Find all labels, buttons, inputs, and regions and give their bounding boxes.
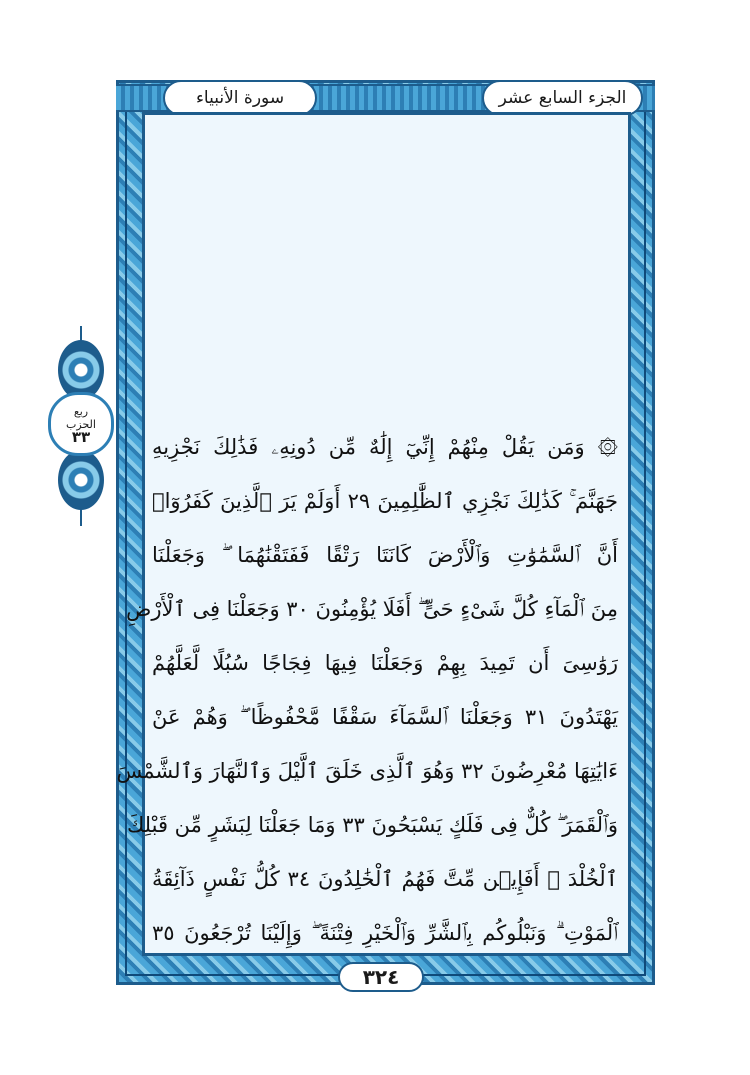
text-line-content: ۞ وَمَن يَقُلْ مِنْهُمْ إِنِّيٓ إِلَٰهٌ مِّن دُونِهِۦ فَذَٰلِكَ نَجْزِيهِ [152,434,618,459]
text-line [152,906,618,960]
page-number [338,962,424,992]
hizb-marker-quarter: ربع [73,404,89,418]
juz-name-cartouche [482,80,643,116]
text-line [152,690,618,744]
text-line [116,744,618,798]
page-number-text: ٣٢٤ [362,965,400,989]
hizb-marker-number: ٣٣ [71,427,91,446]
hizb-ornament-top-icon [58,340,104,400]
juz-name: الجزء السابع عشر [498,88,627,108]
text-line [152,852,618,906]
text-line-content: وَٱلْقَمَرَ ۖ كُلٌّ فِى فَلَكٍ يَسْبَحُونَ ٣٣ وَمَا جَعَلْنَا لِبَشَرٍ مِّن قَبْلِكَ [126,812,618,837]
text-line-content: يَهْتَدُونَ ٣١ وَجَعَلْنَا ٱلسَّمَآءَ سَقْفًا مَّحْفُوظًا ۖ وَهُمْ عَنْ [152,704,618,729]
text-line [152,528,618,582]
text-line-content: ٱلْخُلْدَ ۖ أَفَإِي۟ن مِّتَّ فَهُمُ ٱلْخَٰلِدُونَ ٣٤ كُلُّ نَفْسٍ ذَآئِقَةُ [152,867,618,891]
text-line [125,582,618,636]
text-line-content: ٱلْمَوْتِ ۗ وَنَبْلُوكُم بِٱلشَّرِّ وَٱلْخَيْرِ فِتْنَةً ۖ وَإِلَيْنَا تُرْجَعُونَ ٣٥ [152,920,618,945]
surah-name-cartouche [163,80,317,116]
text-line-content: أَنَّ ٱلسَّمَٰوَٰتِ وَٱلْأَرْضَ كَانَتَا رَتْقًا فَفَتَقْنَٰهُمَا ۖ وَجَعَلْنَا [152,542,618,567]
surah-name: سورة الأنبياء [195,88,285,108]
text-line-content: ءَايَٰتِهَا مُعْرِضُونَ ٣٢ وَهُوَ ٱلَّذِى خَلَقَ ٱلَّيْلَ وَٱلنَّهَارَ وَٱلشَّمْسَ [116,759,618,783]
hizb-marker [48,392,114,456]
hizb-ornament-bottom-icon [58,450,104,510]
text-line [152,420,618,474]
hizb-marker-label: الحزب [66,417,96,431]
text-line [152,474,618,528]
text-line-content: جَهَنَّمَ ۚ كَذَٰلِكَ نَجْزِي ٱلظَّٰلِمِينَ ٢٩ أَوَلَمْ يَرَ ٱلَّذِينَ كَفَرُوٓا۟ [152,488,619,513]
text-line [152,636,618,690]
text-line-content: مِنَ ٱلْمَآءِ كُلَّ شَىْءٍ حَىٍّ ۖ أَفَلَا يُؤْمِنُونَ ٣٠ وَجَعَلْنَا فِى ٱلْأَرْضِ [125,596,618,621]
text-line-content: رَوَٰسِىَ أَن تَمِيدَ بِهِمْ وَجَعَلْنَا فِيهَا فِجَاجًا سُبُلًا لَّعَلَّهُمْ [152,651,618,675]
quran-text [116,420,619,960]
text-line [126,798,618,852]
